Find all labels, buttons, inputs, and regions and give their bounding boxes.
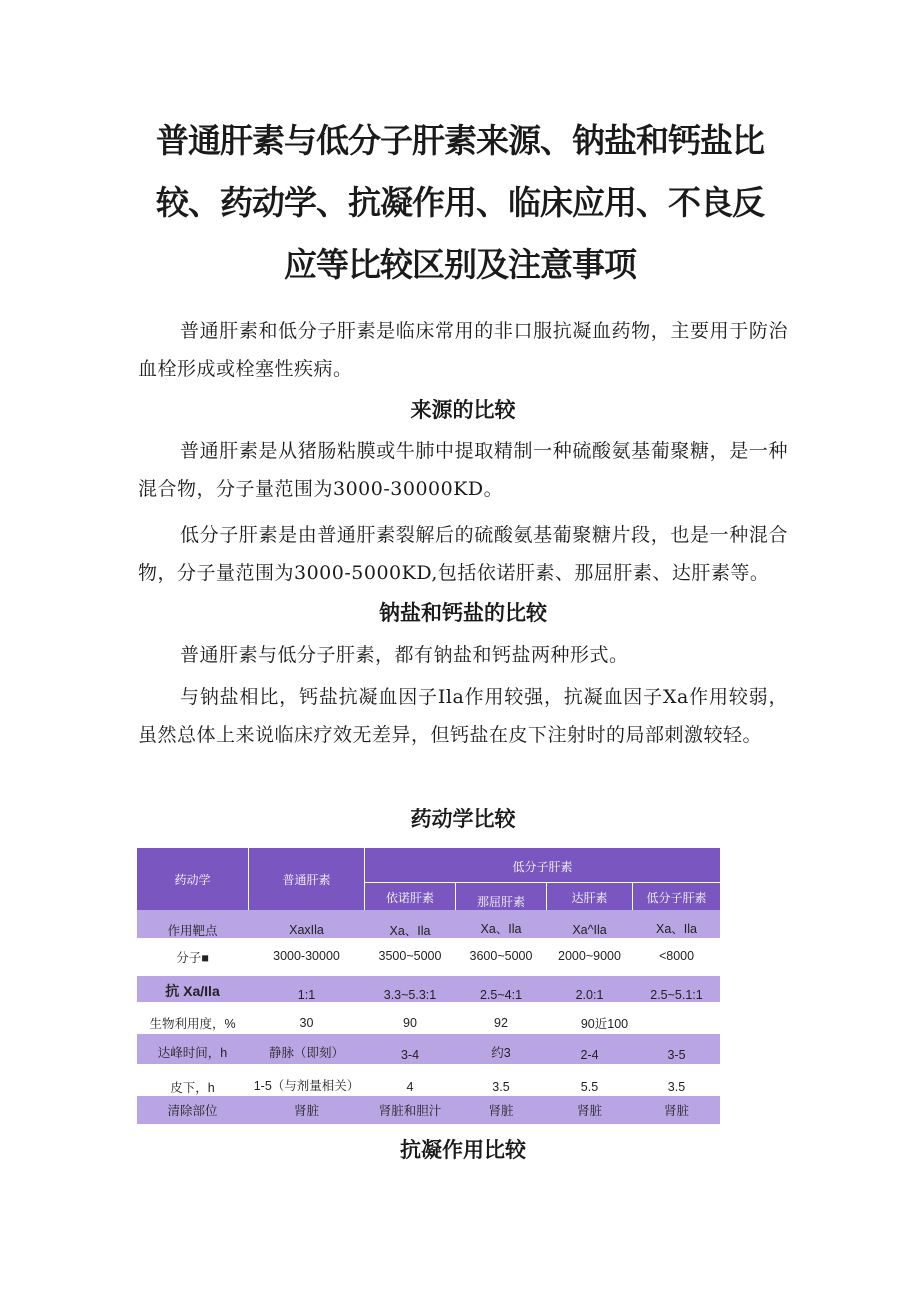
cell-ratio-ufh: 1:1 bbox=[297, 988, 316, 1002]
header-enoxaparin: 依诺肝素 bbox=[385, 890, 434, 905]
cell-tmax-ufh: 静脉（即刻） bbox=[268, 1046, 344, 1060]
title-line-3: 应等比较区别及注意事项 bbox=[284, 245, 636, 284]
cell-ratio-nadroparin: 2.5~4:1 bbox=[479, 988, 523, 1002]
cell-bio-dalteparin: 90近100 bbox=[580, 1017, 629, 1031]
cell-tmax-dalteparin: 2-4 bbox=[580, 1048, 599, 1062]
row-label-anti-xa-iia: 抗 Xa/Ila bbox=[165, 983, 220, 999]
header-pk: 药动学 bbox=[174, 872, 211, 887]
header-lmwh: 低分子肝素 bbox=[512, 859, 573, 874]
cell-sc-nadroparin: 3.5 bbox=[492, 1080, 510, 1094]
title-line-2: 较、药动学、抗凝作用、临床应用、不良反 bbox=[156, 183, 764, 222]
cell-mw-ufh: 3000-30000 bbox=[273, 949, 340, 963]
cell-ratio-dalteparin: 2.0:1 bbox=[575, 988, 604, 1002]
heading-pharmacokinetics: 药动学比较 bbox=[410, 807, 516, 831]
row-label-molecular-weight: 分子■ bbox=[176, 951, 209, 965]
cell-clear-enoxaparin: 肾脏和胆汁 bbox=[378, 1104, 442, 1118]
header-lmwh-generic: 低分子肝素 bbox=[646, 890, 707, 905]
cell-mw-nadroparin: 3600~5000 bbox=[469, 949, 533, 963]
cell-target-dalteparin: Xa^Ila bbox=[572, 923, 607, 937]
cell-target-lmwh: Xa、Ila bbox=[656, 922, 697, 936]
cell-clear-nadroparin: 肾脏 bbox=[488, 1104, 514, 1118]
cell-target-enoxaparin: Xa、Ila bbox=[389, 924, 431, 938]
title-line-1: 普通肝素与低分子肝素来源、钠盐和钙盐比 bbox=[156, 121, 764, 160]
heading-anticoagulation: 抗凝作用比较 bbox=[400, 1138, 526, 1162]
cell-mw-enoxaparin: 3500~5000 bbox=[378, 949, 442, 963]
cell-tmax-enoxaparin: 3-4 bbox=[400, 1048, 420, 1062]
row-label-bioavailability: 生物利用度，% bbox=[149, 1017, 236, 1031]
cell-clear-ufh: 肾脏 bbox=[293, 1104, 319, 1118]
cell-sc-ufh: 1-5（与剂量相关） bbox=[253, 1079, 360, 1093]
intro-paragraph: 普通肝素和低分子肝素是临床常用的非口服抗凝血药物，主要用于防治血栓形成或栓塞性疾病。 bbox=[138, 320, 788, 380]
cell-tmax-lmwh: 3-5 bbox=[667, 1048, 686, 1062]
row-label-clearance: 清除部位 bbox=[167, 1104, 218, 1118]
row-label-time-to-peak: 达峰时间，h bbox=[157, 1046, 228, 1060]
header-sub-divider bbox=[365, 882, 720, 883]
heading-source: 来源的比较 bbox=[410, 398, 516, 422]
row-label-target: 作用靶点 bbox=[167, 924, 218, 938]
cell-sc-lmwh: 3.5 bbox=[667, 1080, 686, 1094]
cell-clear-lmwh: 肾脏 bbox=[663, 1104, 689, 1118]
cell-sc-dalteparin: 5.5 bbox=[580, 1080, 599, 1094]
header-dalteparin: 达肝素 bbox=[571, 890, 608, 905]
cell-ratio-lmwh: 2.5~5.1:1 bbox=[650, 988, 703, 1002]
cell-mw-lmwh: <8000 bbox=[658, 949, 695, 963]
row-label-subcutaneous: 皮下，h bbox=[170, 1081, 215, 1095]
cell-bio-lmwh bbox=[633, 1012, 720, 1034]
pharmacokinetics-table bbox=[137, 848, 720, 1124]
cell-bio-nadroparin: 92 bbox=[494, 1016, 508, 1030]
cell-target-nadroparin: Xa、Ila bbox=[480, 922, 522, 936]
cell-sc-enoxaparin: 4 bbox=[406, 1080, 414, 1094]
salt-paragraph-2: 与钠盐相比，钙盐抗凝血因子Ila作用较强，抗凝血因子Xa作用较弱，虽然总体上来说临床疗效无差异，但钙盐在皮下注射时的局部刺激较轻。 bbox=[138, 686, 788, 746]
source-paragraph-2: 低分子肝素是由普通肝素裂解后的硫酸氨基葡聚糖片段，也是一种混合物，分子量范围为3000-5000KD,包括依诺肝素、那屈肝素、达肝素等。 bbox=[138, 524, 788, 584]
header-ufh: 普通肝素 bbox=[282, 872, 331, 887]
cell-target-ufh: XaxIla bbox=[289, 923, 324, 937]
heading-salt: 钠盐和钙盐的比较 bbox=[379, 601, 547, 625]
cell-bio-ufh: 30 bbox=[299, 1016, 314, 1030]
cell-ratio-enoxaparin: 3.3~5.3:1 bbox=[383, 988, 437, 1002]
cell-tmax-nadroparin: 约3 bbox=[491, 1046, 511, 1060]
cell-bio-enoxaparin: 90 bbox=[403, 1016, 417, 1030]
salt-paragraph-1: 普通肝素与低分子肝素，都有钠盐和钙盐两种形式。 bbox=[180, 644, 629, 666]
document-title bbox=[130, 110, 790, 296]
cell-mw-dalteparin: 2000~9000 bbox=[558, 949, 621, 963]
header-nadroparin: 那屈肝素 bbox=[476, 894, 525, 909]
cell-clear-dalteparin: 肾脏 bbox=[576, 1104, 602, 1118]
source-paragraph-1: 普通肝素是从猪肠粘膜或牛肺中提取精制一种硫酸氨基葡聚糖，是一种混合物，分子量范围为3000-30000KD。 bbox=[138, 440, 788, 500]
